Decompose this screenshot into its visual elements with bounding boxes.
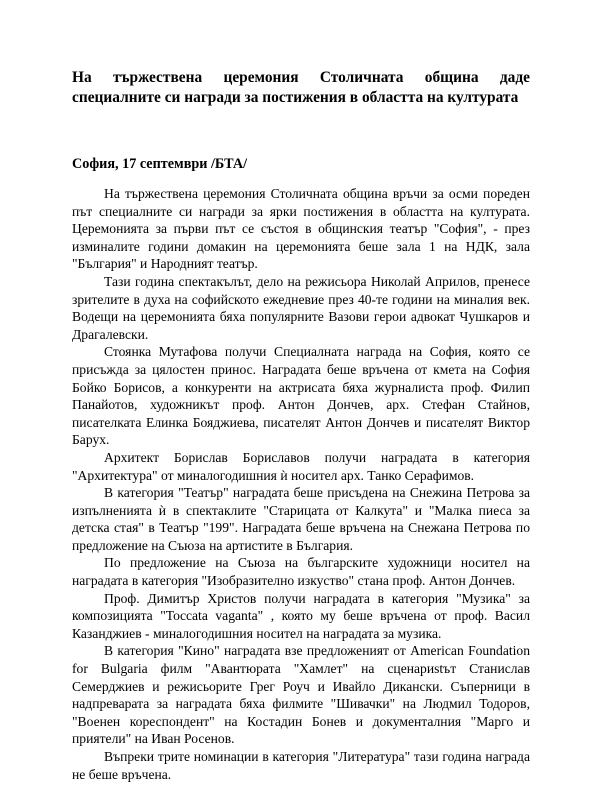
paragraph-theatre: В категория "Театър" наградата беше присъдена на Снежина Петрова за изпълненията ѝ в спектаклите "Старицата от Калкута" и "Малка пиеса за детска стая" в Театър "199". Наградата беше връчена на Снежана Петрова по предложение на Съюза на артистите в България.	[72, 485, 530, 553]
paragraph-show: Тази година спектакълът, дело на режисьора Николай Априлов, пренесе зрителите в духа на софийското ежедневие през 40-те години на миналия век. Водещи на церемонията бяха популярните Вазови герои адвокат Чушкаров и Драгалевски.	[72, 273, 530, 342]
article-body	[72, 185, 530, 783]
article-dateline: София, 17 септември /БТА/	[72, 156, 248, 172]
paragraph-architecture: Архитект Борислав Бориславов получи наградата в категория "Архитектура" от миналогодишния ѝ носител арх. Танко Серафимов.	[72, 449, 530, 483]
paragraph-cinema: В категория "Кино" наградата взе предложеният от American Foundation for Bulgaria филм "Авантюрата "Хамлет" на сценариstът Станислав Семерджиев и режисьорите Грег Роуч и Ивайло Дикански. Съперници в надпреварата за наградата бяха филмите "Шивачки" на Людмил Тодоров, "Военен кореспондент" на Костадин Бонев и документалния "Марго и приятели" на Иван Росенов.	[72, 643, 530, 747]
article-headline: На тържествена церемония Столичната община даде специалните си награди за постижения в областта на културата	[72, 69, 530, 106]
paragraph-ceremony: На тържествена церемония Столичната община връчи за осми пореден път специалните си награди за ярки постижения в областта на културата. Церемонията за първи път се състоя в общинския театър "София", - през изминалите години домакин на церемонията беше зала 1 на НДК, зала "България" и Народният театър.	[72, 186, 530, 272]
paragraph-music: Проф. Димитър Христов получи наградата в категория "Музика" за композицията "Toccata vaganta" , която му беше връчена от проф. Васил Казанджиев - миналогодишния носител на наградата за музика.	[72, 590, 530, 641]
paragraph-special-award: Стоянка Мутафова получи Специалната награда на София, която се присъжда за цялостен принос. Наградата беше връчена от кмета на София Бойко Борисов, а конкуренти на актрисата бяха журналиста проф. Филип Панайотов, художникът проф. Антон Дончев, арх. Стефан Стайнов, писателката Елинка Бояджиева, писателят Антон Дончев и писателят Виктор Барух.	[72, 344, 530, 448]
paragraph-visual-arts: По предложение на Съюза на българските художници носител на наградата в категория "Изобразително изкуство" стана проф. Антон Дончев.	[72, 555, 530, 589]
paragraph-literature: Въпреки трите номинации в категория "Литература" тази година награда не беше връчена.	[72, 749, 530, 782]
